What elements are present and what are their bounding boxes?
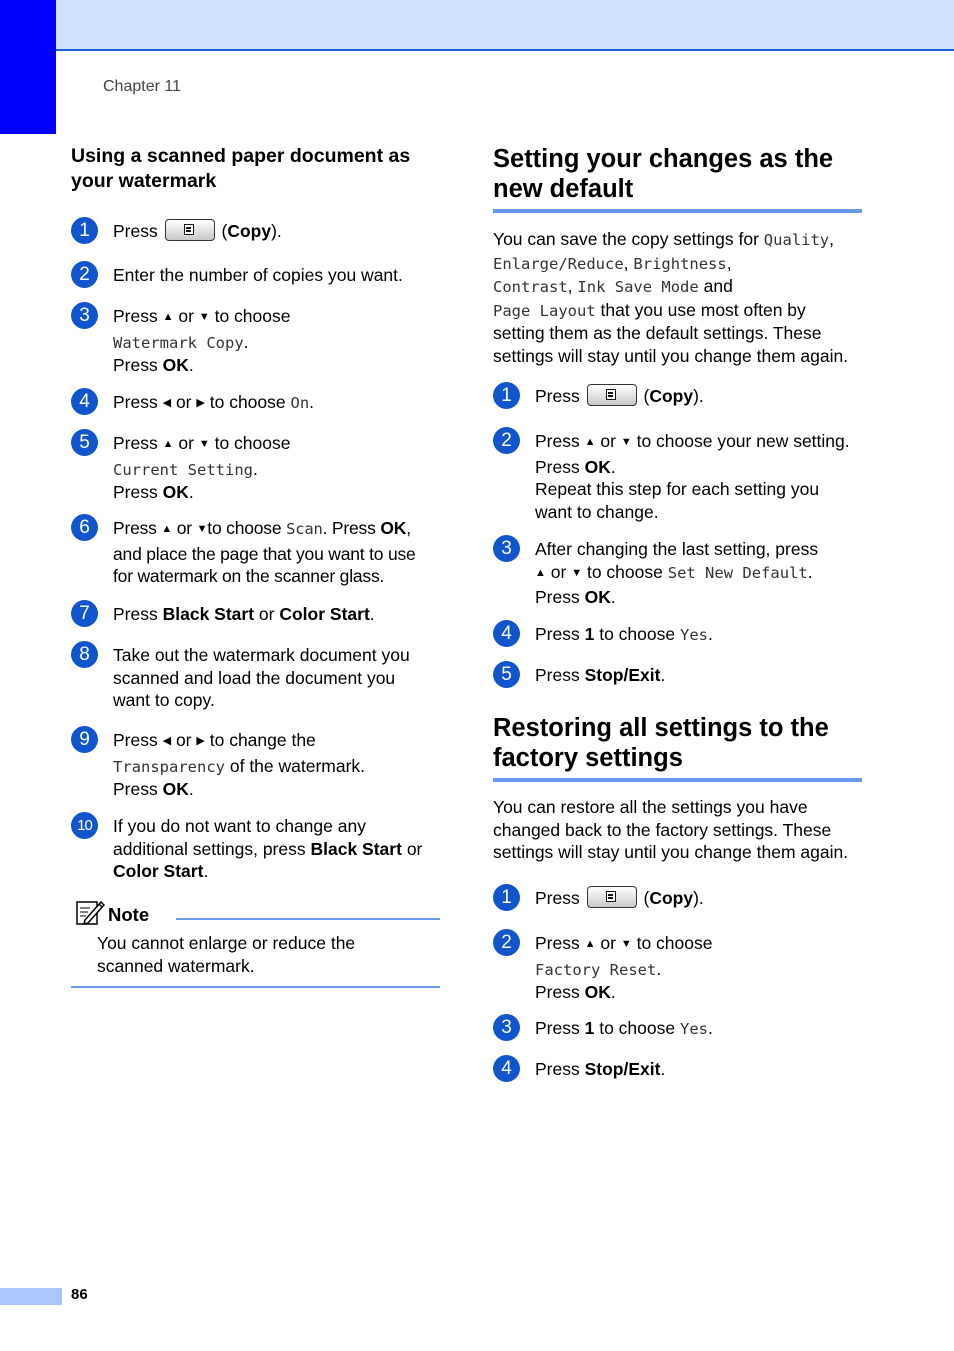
note-header (75, 898, 440, 928)
note-body: You cannot enlarge or reduce the scanned watermark. (97, 933, 356, 976)
right-arrow-icon: ▶ (196, 397, 205, 409)
note-divider (176, 918, 440, 920)
section-heading-default: Setting your changes as the new default (493, 144, 862, 213)
restore-steps: 1 Press (Copy). 2 Press ▲ or ▼ to choose Factory Reset. Press OK. 3 Press 1 to choose Yes. 4 Press Stop/Exit. (493, 0, 913, 1351)
intro-paragraph: You can save the copy settings for Quality, Enlarge/Reduce, Brightness, Contrast, Ink Save Mode and Page Layout that you use most often by setting them as the default settings. These settings will stay until you change them again. (493, 229, 849, 366)
up-arrow-icon: ▲ (161, 523, 173, 535)
step-number: 4 (71, 388, 98, 415)
step-number: 7 (71, 600, 98, 627)
chapter-tab (0, 0, 56, 134)
up-arrow-icon: ▲ (535, 566, 546, 579)
down-arrow-icon: ▼ (198, 438, 210, 450)
restore-intro: You can restore all the settings you have changed back to the factory settings. These settings will stay until you change them again. (493, 797, 849, 862)
step-number: 1 (71, 217, 98, 244)
right-arrow-icon: ▶ (196, 735, 205, 747)
step-number: 5 (71, 429, 98, 456)
left-steps: 1 Press (Copy). 2 Enter the number of copies you want. 3 Press ▲ or ▼ to choose Watermark Copy. Press OK. 4 Press ◀ or ▶ to choose On. 5 Press ▲ or ▼ to choose Current Setting. Press OK. 6 Press ▲ or ▼to choose Scan. Press OK, and place the page that you want to use for watermark on the scanner glass. 7 Press Black Start or Color Start. 8 Take out the watermark document you scanned and load the document you want to copy. 9 Press ◀ or ▶ to change the Transparency of the watermark. Press OK. 10 If you do not want to change any additional settings, press Black Start or Color Start. (71, 0, 451, 1351)
page-number: 86 (71, 1286, 88, 1303)
note-bottom-rule (71, 986, 440, 988)
copy-key-icon (587, 886, 637, 908)
down-arrow-icon: ▼ (196, 523, 208, 535)
down-arrow-icon: ▼ (620, 938, 632, 950)
up-arrow-icon: ▲ (584, 938, 596, 950)
footer-bar (0, 1288, 62, 1305)
down-arrow-icon: ▼ (198, 311, 210, 323)
copy-key-icon (165, 219, 215, 241)
step-number: 6 (71, 514, 98, 541)
step-number: 2 (71, 261, 98, 288)
section-heading-restore: Restoring all settings to the factory settings (493, 713, 862, 782)
step-number: 9 (71, 726, 98, 753)
step-number: 10 (71, 812, 98, 839)
up-arrow-icon: ▲ (162, 311, 174, 323)
down-arrow-icon: ▼ (620, 436, 632, 448)
down-arrow-icon: ▼ (571, 566, 583, 579)
up-arrow-icon: ▲ (162, 438, 174, 450)
section-heading-watermark: Using a scanned paper document as your watermark (71, 145, 411, 192)
left-arrow-icon: ◀ (162, 735, 172, 747)
step-number: 3 (71, 302, 98, 329)
step-number: 8 (71, 641, 98, 668)
left-arrow-icon: ◀ (162, 397, 172, 409)
chapter-label: Chapter 11 (103, 78, 181, 95)
right-steps: 1 Press (Copy). 2 Press ▲ or ▼ to choose your new setting. Press OK. Repeat this step for each setting you want to change. 3 After changing the last setting, press ▲ or ▼ to choose Set New Default. Press OK. 4 Press 1 to choose Yes. 5 Press Stop/Exit. (493, 0, 913, 1351)
up-arrow-icon: ▲ (584, 436, 596, 448)
note-title: Note (108, 904, 150, 925)
note-pencil-icon (75, 898, 105, 926)
